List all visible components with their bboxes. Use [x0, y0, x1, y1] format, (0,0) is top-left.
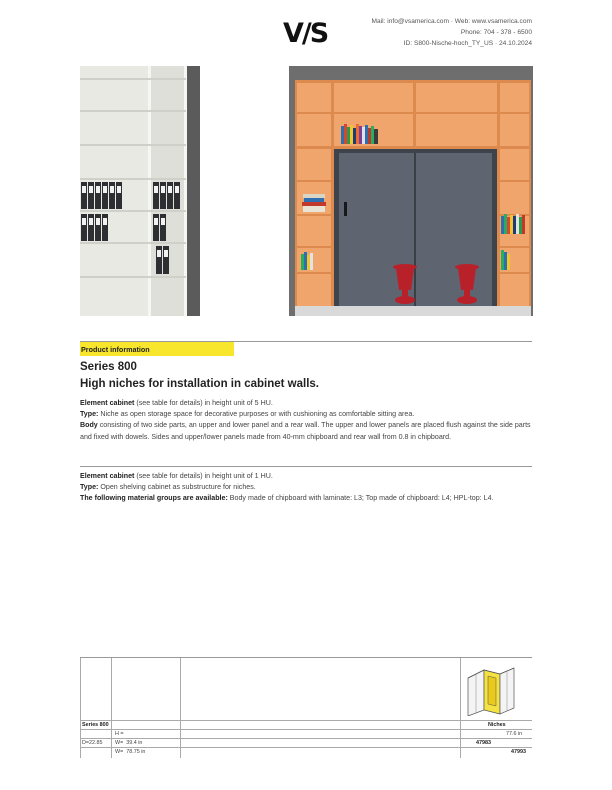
table-col-divider-1: [111, 658, 112, 758]
text-body: consisting of two side parts, an upper and lower panel and a rear wall. The upper and lower panels are placed flush against the side parts and fixed with dowels. Sides and upper/lower panels made from 40-mm chipboard and rear wall from 0.8 in chipboard.: [80, 421, 531, 441]
niche-cabinet-icon: [464, 664, 518, 716]
table-row-line-1: [80, 720, 532, 721]
table-height-label: H =: [115, 731, 124, 737]
contact-mail-web: Mail: info@vsamerica.com · Web: www.vsamerica.com: [371, 18, 532, 25]
description-block-2: [80, 471, 532, 505]
table-col-divider-2: [180, 658, 181, 758]
page-headline: High niches for installation in cabinet walls.: [80, 378, 319, 390]
article-code-47983: 47983: [476, 740, 491, 746]
text-type: Niche as open storage space for decorative purposes or with cushioning as comfortable sitting area.: [98, 410, 415, 419]
label-material-groups: The following material groups are available:: [80, 494, 228, 503]
label-element-cabinet-2: Element cabinet: [80, 472, 135, 480]
article-code-47993: 47993: [511, 749, 526, 755]
text-material-groups: Body made of chipboard with laminate: L3; Top made of chipboard: L4; HPL-top: L4.: [227, 494, 494, 503]
label-element-cabinet: Element cabinet: [80, 399, 135, 407]
text-type-2: Open shelving cabinet as substructure for niches.: [98, 483, 256, 492]
label-type: Type:: [80, 410, 99, 419]
text-element-cabinet-2: (see table for details) in height unit of 1 HU.: [134, 472, 273, 480]
contact-block: [372, 16, 532, 49]
type-niche: [80, 409, 532, 420]
series-title: Series 800: [80, 361, 137, 373]
label-body: Body: [80, 421, 98, 430]
table-col-divider-3: [460, 658, 461, 758]
text-element-cabinet: (see table for details) in height unit of 5 HU.: [134, 399, 273, 407]
document-id: ID: S800-Nische-hoch_TY_US · 24.10.2024: [403, 40, 532, 47]
photo-white-shelving: [80, 66, 200, 316]
table-width-label-2: [115, 749, 145, 755]
width-value-1: 39.4 in: [126, 740, 143, 746]
divider-middle: [80, 466, 532, 467]
table-width-label-1: [115, 740, 142, 746]
width-label-2: W=: [115, 749, 124, 755]
vs-logo: V/S: [283, 18, 328, 49]
table-row-line-4: [80, 747, 532, 748]
width-label-1: W=: [115, 740, 124, 746]
description-block-1: [80, 398, 532, 443]
table-niches-label: Niches: [488, 722, 506, 728]
table-border-left: [80, 658, 81, 758]
section-tag-product-information: Product information: [80, 342, 234, 356]
material-groups: [80, 493, 532, 504]
element-cabinet-5hu: [80, 398, 532, 409]
width-value-2: 78.75 in: [126, 749, 146, 755]
body-description: [80, 420, 532, 442]
photo-cabinet-wall-niche: [289, 66, 533, 316]
contact-phone: Phone: 704 - 378 - 6500: [460, 29, 532, 36]
table-height-value: 77.6 in: [506, 731, 523, 737]
table-row-line-3: [80, 738, 532, 739]
table-series-label: Series 800: [82, 722, 109, 728]
table-depth-label: D=22.85: [82, 740, 103, 746]
product-table: [80, 657, 532, 757]
type-open-shelving: [80, 482, 532, 493]
label-type-2: Type:: [80, 483, 99, 492]
table-row-line-2: [80, 729, 532, 730]
element-cabinet-1hu: [80, 471, 532, 482]
